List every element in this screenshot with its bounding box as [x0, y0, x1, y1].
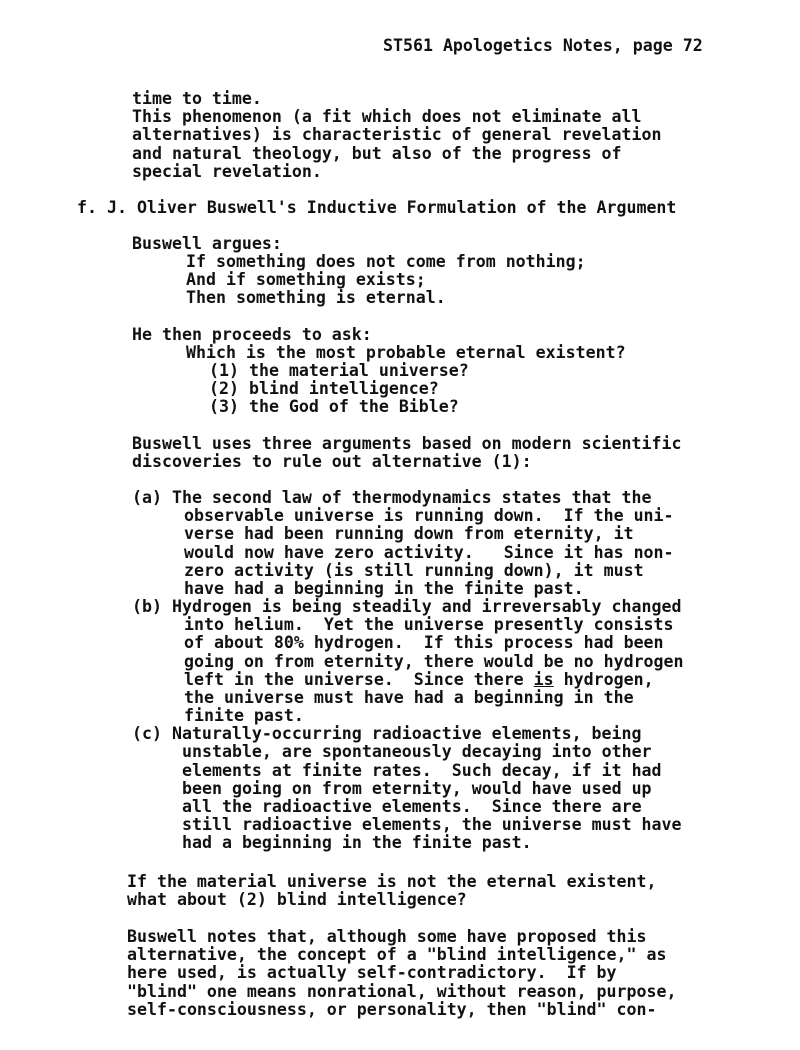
- intro-line: and natural theology, but also of the progress of: [132, 144, 622, 163]
- argument-a-line: zero activity (is still running down), it must: [184, 561, 644, 580]
- argument-b-line: going on from eternity, there would be no hydrogen: [184, 652, 684, 671]
- argument-c-line: (c) Naturally-occurring radioactive elements, being: [132, 724, 642, 743]
- uses-line: Buswell uses three arguments based on modern scientific: [132, 434, 682, 453]
- argument-a-line: observable universe is running down. If the uni-: [184, 506, 674, 525]
- argument-b-line: finite past.: [184, 706, 304, 725]
- closing-line: here used, is actually self-contradictory. If by: [127, 963, 617, 982]
- argument-b-line: [184, 671, 654, 689]
- intro-line: This phenomenon (a fit which does not eliminate all: [132, 107, 642, 126]
- argument-c-line: had a beginning in the finite past.: [182, 833, 532, 852]
- argument-a-line: (a) The second law of thermodynamics states that the: [132, 488, 652, 507]
- argument-c-line: elements at finite rates. Such decay, if it had: [182, 761, 662, 780]
- syllogism-line: Then something is eternal.: [186, 288, 446, 307]
- emphasis-underline: is: [533, 670, 554, 689]
- argument-b-line: the universe must have had a beginning in the: [184, 688, 634, 707]
- syllogism-line: If something does not come from nothing;: [186, 252, 586, 271]
- argument-a-line: verse had been running down from eternity, it: [184, 524, 634, 543]
- closing-line: self-consciousness, or personality, then "blind" con-: [127, 1000, 657, 1019]
- option-item: (1) the material universe?: [209, 361, 469, 380]
- syllogism-line: And if something exists;: [186, 270, 426, 289]
- argument-c-line: still radioactive elements, the universe must have: [182, 815, 682, 834]
- ask-lead: He then proceeds to ask:: [132, 325, 372, 344]
- transition-line: If the material universe is not the eternal existent,: [127, 872, 657, 891]
- page-header: ST561 Apologetics Notes, page 72: [383, 36, 703, 55]
- argument-c-line: been going on from eternity, would have used up: [182, 779, 652, 798]
- closing-line: "blind" one means nonrational, without reason, purpose,: [127, 982, 677, 1001]
- closing-line: Buswell notes that, although some have proposed this: [127, 927, 647, 946]
- argument-b-line: of about 80% hydrogen. If this process had been: [184, 633, 664, 652]
- section-heading: f. J. Oliver Buswell's Inductive Formulation of the Argument: [77, 198, 677, 217]
- argument-c-line: all the radioactive elements. Since there are: [182, 797, 642, 816]
- intro-line: special revelation.: [132, 162, 322, 181]
- text-run: left in the universe. Since there: [184, 670, 534, 689]
- option-item: (2) blind intelligence?: [209, 379, 439, 398]
- closing-line: alternative, the concept of a "blind intelligence," as: [127, 945, 667, 964]
- uses-line: discoveries to rule out alternative (1):: [132, 452, 532, 471]
- intro-line: alternatives) is characteristic of general revelation: [132, 125, 662, 144]
- argument-c-line: unstable, are spontaneously decaying into other: [182, 742, 652, 761]
- argument-a-line: have had a beginning in the finite past.: [184, 579, 584, 598]
- argument-b-line: into helium. Yet the universe presently consists: [184, 615, 674, 634]
- ask-question: Which is the most probable eternal existent?: [186, 343, 626, 362]
- option-item: (3) the God of the Bible?: [209, 397, 459, 416]
- text-run: hydrogen,: [553, 670, 654, 689]
- intro-line: time to time.: [132, 89, 262, 108]
- argument-b-line: (b) Hydrogen is being steadily and irreversably changed: [132, 597, 682, 616]
- argument-a-line: would now have zero activity. Since it has non-: [184, 543, 674, 562]
- argues-lead: Buswell argues:: [132, 234, 282, 253]
- transition-line: what about (2) blind intelligence?: [127, 890, 467, 909]
